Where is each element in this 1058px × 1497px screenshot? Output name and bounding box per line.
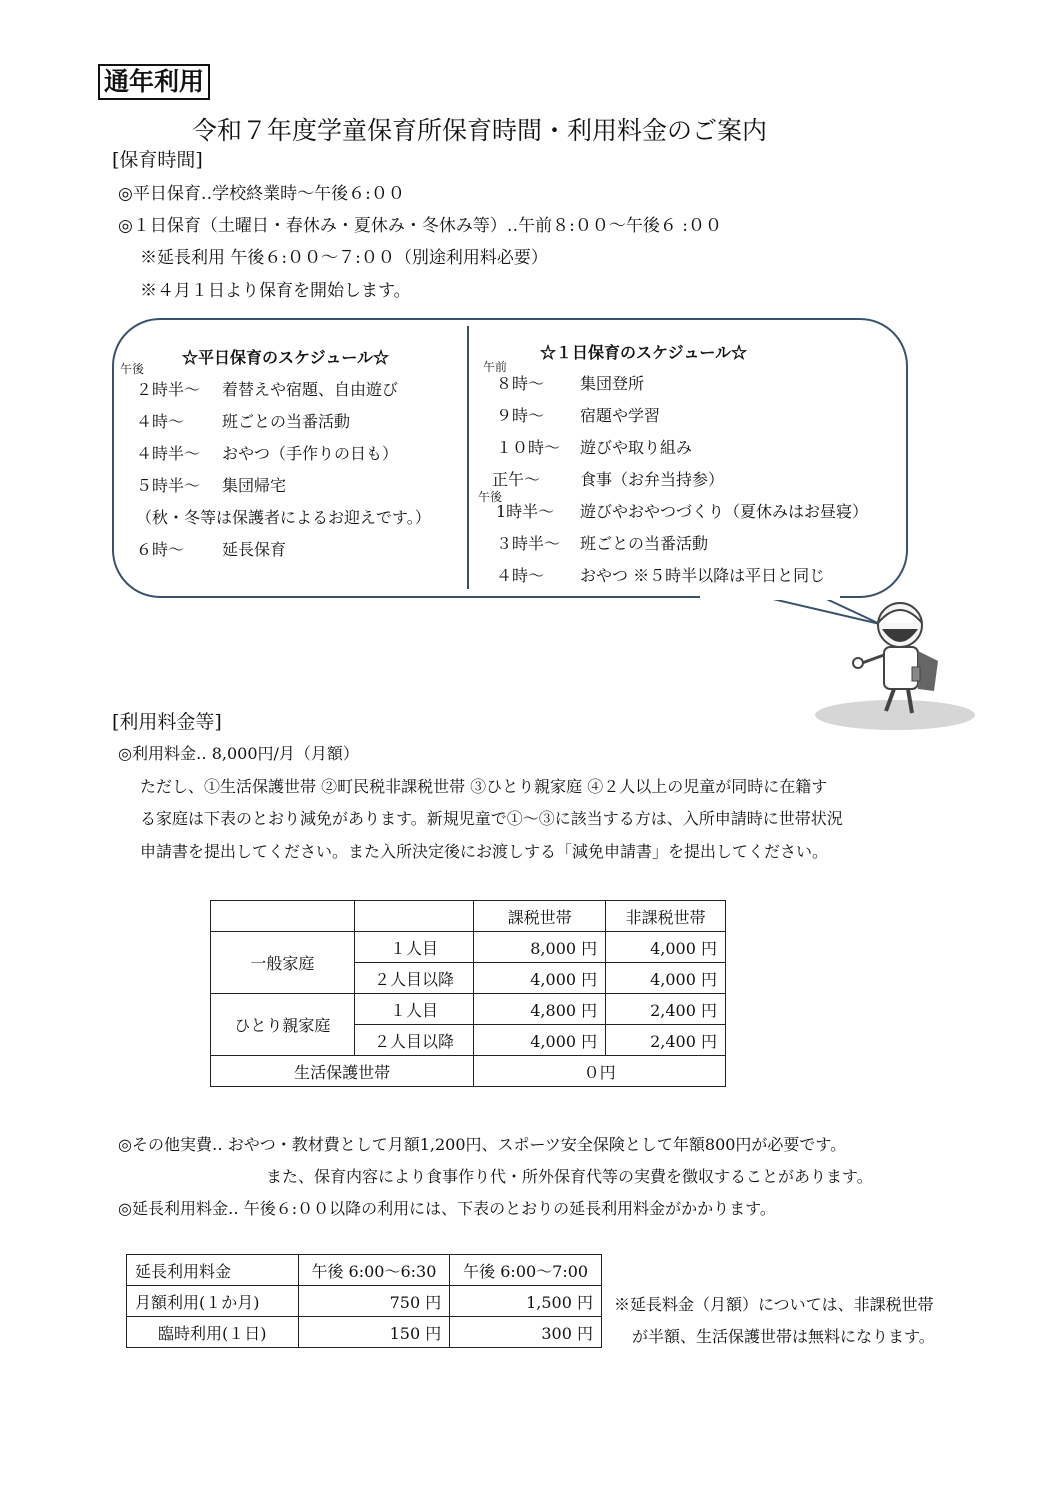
table-cell: 4,000 円 [474,963,606,994]
table-cell: 4,000 円 [606,963,726,994]
table-cell: 300 円 [450,1317,602,1348]
table-header-cell: 非課税世帯 [606,901,726,932]
table-cell: 150 円 [298,1317,450,1348]
table-header-cell [354,901,474,932]
other-fees-line: また、保育内容により食事作り代・所外保育代等の実費を徴収することがあります。 [266,1167,873,1186]
table-cell: 月額利用(１か月) [127,1286,299,1317]
weekday-note: （秋・冬等は保護者によるお迎えです。） [136,508,431,527]
fullday-pm-label: 午後 [478,490,503,504]
table-cell: 臨時利用(１日) [127,1317,299,1348]
fullday-activity: おやつ ※５時半以降は平日と同じ [580,566,826,585]
table-row [211,994,726,1025]
fullday-activity: 班ごとの当番活動 [580,534,709,553]
table-cell: 生活保護世帯 [211,1056,474,1087]
table-row [127,1317,602,1348]
table-cell: 8,000 円 [474,932,606,963]
weekday-activity: 集団帰宅 [222,476,287,495]
table-cell: 4,000 円 [474,1025,606,1056]
weekday-activity: 延長保育 [222,540,287,559]
table-cell: 2,400 円 [606,1025,726,1056]
table-row [127,1286,602,1317]
fullday-time: ３時半～ [496,534,561,553]
table-header-cell: 午後 6:00～7:00 [450,1255,602,1286]
other-fees-line: ◎その他実費‥ おやつ・教材費として月額1,200円、スポーツ安全保険として年額800円が必要です。 [118,1135,847,1154]
fullday-activity: 遊びや取り組み [580,438,693,457]
extension-note: ※延長料金（月額）については、非課税世帯 [614,1295,934,1314]
table-cell: 750 円 [298,1286,450,1317]
table-header-row [127,1255,602,1286]
fullday-time: ９時～ [496,406,545,425]
fees-monthly: ◎利用料金‥ 8,000円/月（月額） [118,744,359,763]
table-cell: 1,500 円 [450,1286,602,1317]
table-cell: ０円 [474,1056,726,1087]
table-cell: ２人目以降 [354,963,474,994]
table-cell: 4,000 円 [606,932,726,963]
table-group-cell: ひとり親家庭 [211,994,355,1056]
discount-table [210,900,726,1087]
fullday-time: １０時～ [496,438,561,457]
table-header-cell: 午後 6:00～6:30 [298,1255,450,1286]
weekday-activity: おやつ（手作りの日も） [222,444,399,463]
weekday-time: ４時半～ [136,444,201,463]
extension-fee-line: ◎延長利用料金‥ 午後６:００以降の利用には、下表のとおりの延長利用料金がかかります。 [118,1199,776,1218]
page-title: 令和７年度学童保育所保育時間・利用料金のご案内 [192,116,768,145]
hours-line: ※延長利用 午後６:００～７:００（別途利用料必要） [140,248,548,268]
fullday-activity: 宿題や学習 [580,406,661,425]
fees-paragraph-line: ただし、①生活保護世帯 ②町民税非課税世帯 ③ひとり親家庭 ④２人以上の児童が同時に在籍す [140,777,828,796]
table-header-cell: 課税世帯 [474,901,606,932]
hours-line: ◎平日保育‥学校終業時～午後６:００ [118,184,405,204]
weekday-time: ５時半～ [136,476,201,495]
weekday-time: ２時半～ [136,380,201,399]
table-cell: １人目 [354,994,474,1025]
extension-note: が半額、生活保護世帯は無料になります。 [632,1327,935,1346]
fullday-schedule-title: ☆１日保育のスケジュール☆ [540,343,748,362]
table-cell: １人目 [354,932,474,963]
table-cell: 2,400 円 [606,994,726,1025]
fullday-time: 1時半～ [496,502,555,521]
child-walking-illustration [800,595,980,740]
table-header-cell [211,901,355,932]
schedule-divider [467,326,469,589]
table-row [211,1056,726,1087]
fullday-am-label: 午前 [483,360,508,374]
weekday-activity: 班ごとの当番活動 [222,412,351,431]
weekday-period-label: 午後 [120,362,145,376]
fullday-time: ８時～ [496,374,545,393]
weekday-time: ６時～ [136,540,185,559]
fullday-time: ４時～ [496,566,545,585]
table-cell: ２人目以降 [354,1025,474,1056]
hours-line: ◎１日保育（土曜日・春休み・夏休み・冬休み等）‥午前８:００～午後６ :００ [118,216,723,236]
fees-paragraph-line: 申請書を提出してください。また入所決定後にお渡しする「減免申請書」を提出してください。 [140,842,829,861]
table-header-row [211,901,726,932]
fullday-activity: 遊びやおやつづくり（夏休みはお昼寝） [580,502,869,521]
weekday-time: ４時～ [136,412,185,431]
fees-paragraph-line: る家庭は下表のとおり減免があります。新規児童で①～③に該当する方は、入所申請時に世帯状況 [140,809,843,828]
weekday-activity: 着替えや宿題、自由遊び [222,380,399,399]
extension-fee-table [126,1254,602,1348]
table-row [211,932,726,963]
fullday-activity: 集団登所 [580,374,645,393]
fullday-time: 正午～ [492,470,541,489]
hours-heading: [保育時間] [112,149,203,171]
weekday-schedule-title: ☆平日保育のスケジュール☆ [182,348,390,367]
fullday-activity: 食事（お弁当持参） [580,470,725,489]
table-cell: 4,800 円 [474,994,606,1025]
fees-heading: [利用料金等] [112,711,222,733]
hours-line: ※４月１日より保育を開始します。 [140,281,411,301]
table-header-cell: 延長利用料金 [127,1255,299,1286]
table-group-cell: 一般家庭 [211,932,355,994]
badge-year-round: 通年利用 [98,64,210,100]
